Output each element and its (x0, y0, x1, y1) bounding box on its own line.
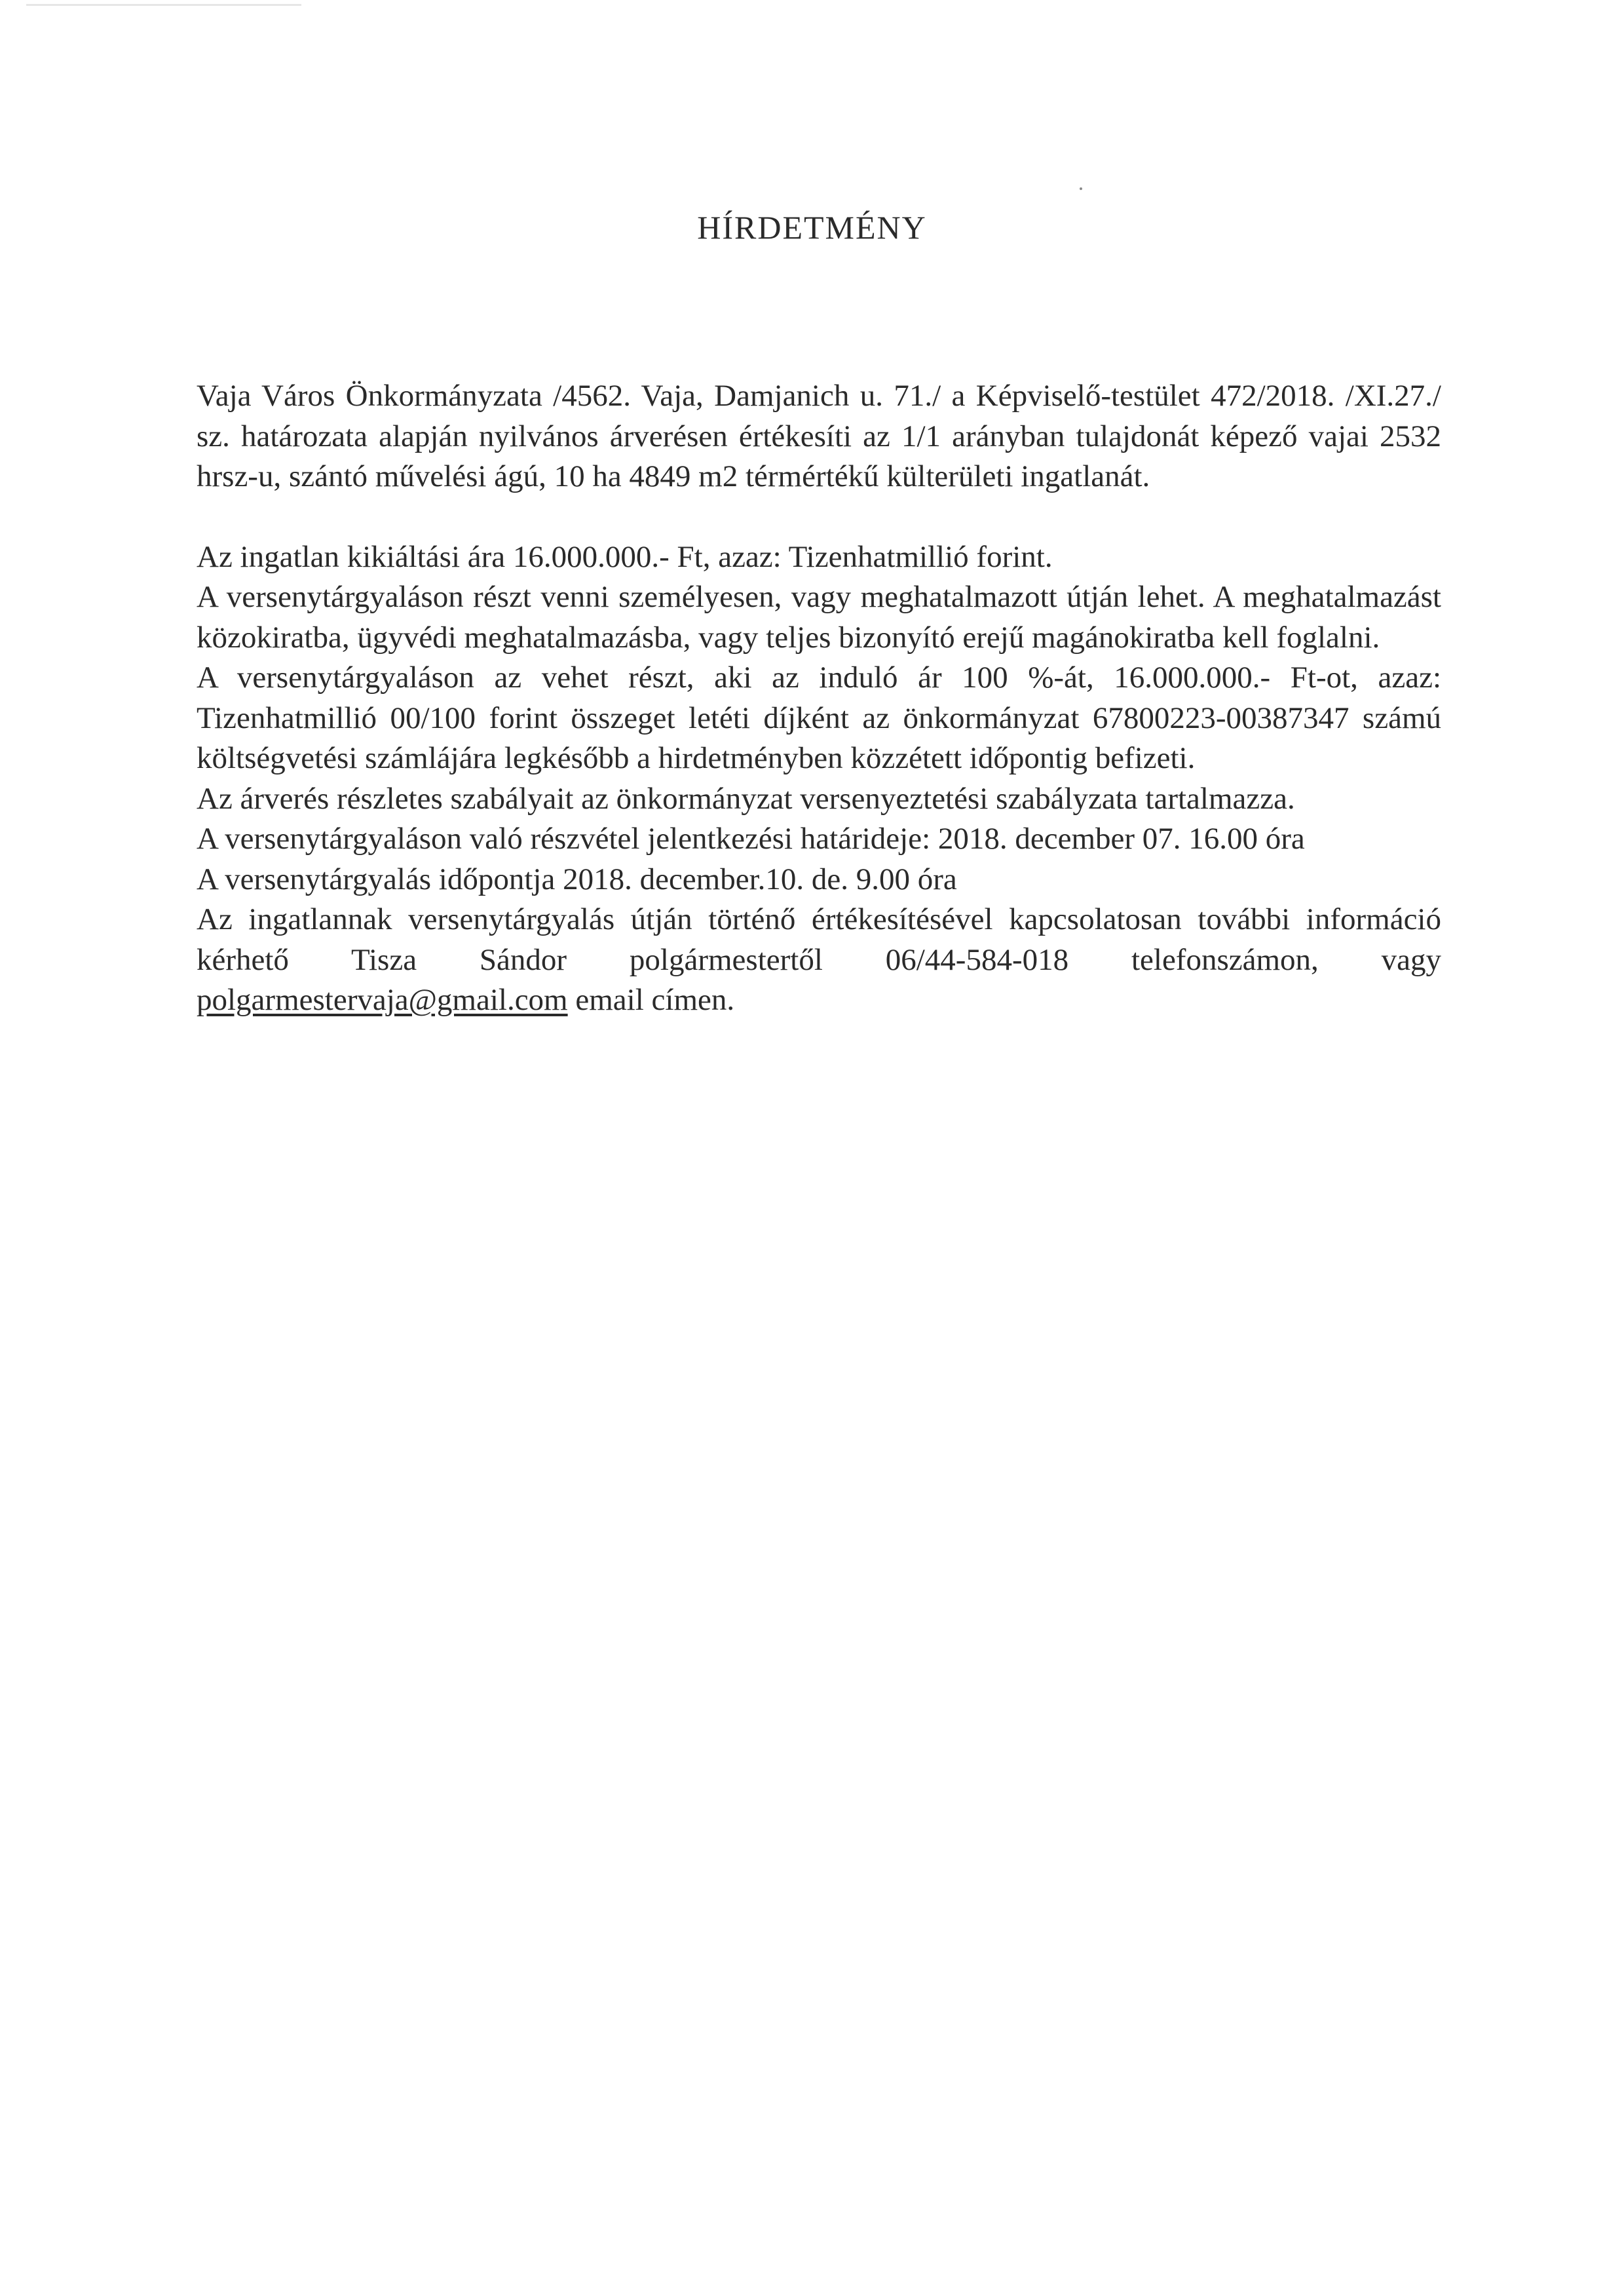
contact-text: Az ingatlannak versenytárgyalás útján történő értékesítésével kapcsolatosan további információ kérhető Tisza Sándor polgármestertől 06/44-584-018 telefonszámon, vagy (197, 902, 1441, 977)
price-paragraph: Az ingatlan kikiáltási ára 16.000.000.- Ft, azaz: Tizenhatmillió forint. (197, 539, 1053, 574)
intro-paragraph: Vaja Város Önkormányzata /4562. Vaja, Damjanich u. 71./ a Képviselő-testület 472/2018. /XI.27./ sz. határozata alapján nyilvános árverésen értékesíti az 1/1 arányban tulajdonát képező vajai 2532 hrsz-u, szántó művelési ágú, 10 ha 4849 m2 térmértékű külterületi ingatlanát. (197, 379, 1441, 493)
scan-edge-mark (26, 4, 301, 6)
contact-paragraph (197, 900, 1441, 1021)
participation-paragraph: A versenytárgyaláson részt venni személyesen, vagy meghatalmazott útján lehet. A meghatalmazást közokiratba, ügyvédi meghatalmazásba, vagy teljes bizonyító erejű magánokiratba kell foglalni. (197, 580, 1441, 655)
deadline-paragraph: A versenytárgyaláson való részvétel jelentkezési határideje: 2018. december 07. 16.00 óra (197, 822, 1305, 856)
rules-paragraph: Az árverés részletes szabályait az önkormányzat versenyeztetési szabályzata tartalmazza. (197, 781, 1295, 816)
auction-date-paragraph: A versenytárgyalás időpontja 2018. december.10. de. 9.00 óra (197, 862, 957, 896)
document-body (197, 376, 1441, 1021)
scan-speck (1080, 187, 1082, 190)
email-suffix: email címen. (567, 983, 735, 1017)
document-title: HÍRDETMÉNY (697, 209, 927, 246)
deposit-paragraph: A versenytárgyaláson az vehet részt, aki az induló ár 100 %-át, 16.000.000.- Ft-ot, azaz: Tizenhatmillió 00/100 forint összeget letéti díjként az önkormányzat 67800223-00387347 számú költségvetési számlájára legkésőbb a hirdetményben közzétett időpontig befizeti. (197, 660, 1441, 775)
email-link[interactable]: polgarmestervaja@gmail.com (197, 983, 568, 1017)
